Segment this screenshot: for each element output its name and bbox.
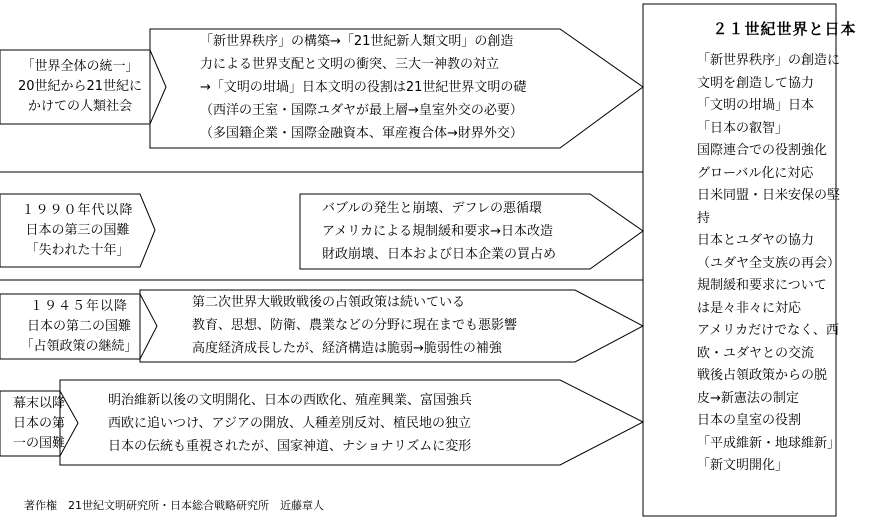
row3-label bbox=[0, 291, 158, 363]
row4-detail-line3: 日本の伝統も重視されたが、国家神道、ナショナリズムに変形 bbox=[108, 439, 472, 454]
summary-line-13: アメリカだけでなく、西 bbox=[697, 323, 839, 338]
row1-label-line3: かけての人類社会 bbox=[27, 99, 132, 114]
row2-detail-line3: 財政崩壊、日本および日本企業の買占め bbox=[322, 247, 557, 262]
row3-label-line2: 日本の第二の国難 bbox=[26, 319, 131, 334]
summary-line-1: 「新世界秩序」の創造に bbox=[697, 53, 841, 68]
row3-detail-line2: 教育、思想、防衛、農業などの分野に現在までも悪影響 bbox=[192, 318, 518, 333]
row4-detail-line1: 明治維新以後の文明開化、日本の西欧化、殖産興業、富国強兵 bbox=[108, 393, 473, 408]
summary-line-7: 日米同盟・日米安保の堅 bbox=[697, 188, 841, 203]
summary-line-15: 戦後占領政策からの脱 bbox=[697, 368, 828, 383]
summary-title: ２１世紀世界と日本 bbox=[712, 20, 857, 38]
row1-detail-line3: →「文明の坩堝」日本文明の役割は21世紀世界文明の礎 bbox=[200, 80, 527, 95]
row3-detail-line3: 高度経済成長したが、経済構造は脆弱→脆弱性の補強 bbox=[192, 341, 502, 356]
summary-line-6: グローバル化に対応 bbox=[697, 165, 814, 181]
summary-line-17: 日本の皇室の役割 bbox=[697, 413, 802, 428]
summary-line-10: （ユダヤ全支族の再会） bbox=[697, 255, 841, 271]
summary-line-3: 「文明の坩堝」日本 bbox=[697, 98, 815, 113]
row2-label bbox=[0, 195, 155, 267]
row1-label-line2: 20世紀から21世紀に bbox=[17, 79, 143, 94]
row1-label-line1: 「世界全体の統一」 bbox=[21, 59, 139, 74]
summary-line-19: 「新文明開化」 bbox=[697, 458, 789, 473]
row1-detail-line4: （西洋の王室・国際ユダヤが最上層→皇室外交の必要） bbox=[200, 103, 523, 118]
summary-line-2: 文明を創造して協力 bbox=[697, 75, 815, 91]
row2-detail-line2: アメリカによる規制緩和要求→日本改造 bbox=[322, 224, 553, 239]
summary-line-11: 規制緩和要求について bbox=[697, 278, 827, 293]
row3-detail-line1: 第二次世界大戦敗戦後の占領政策は続いている bbox=[192, 295, 466, 310]
row2-label-line1: １９９０年代以降 bbox=[21, 203, 134, 218]
row1-detail-line5: （多国籍企業・国際金融資本、軍産複合体→財界外交） bbox=[200, 126, 523, 141]
summary-line-18: 「平成維新・地球維新」 bbox=[697, 435, 841, 451]
summary-line-9: 日本とユダヤの協力 bbox=[697, 233, 815, 248]
row4-label-line2: 日本の第 bbox=[12, 416, 65, 431]
summary-line-12: は是々非々に対応 bbox=[697, 300, 802, 316]
copyright-credit: 著作権 21世紀文明研究所・日本総合戦略研究所 近藤章人 bbox=[24, 499, 324, 512]
summary-line-14: 欧・ユダヤとの交流 bbox=[697, 345, 815, 361]
summary-panel bbox=[697, 18, 872, 478]
row1-detail-line1: 「新世界秩序」の構築→「21世紀新人類文明」の創造 bbox=[200, 34, 514, 49]
row4-label-line3: 一の国難 bbox=[12, 436, 65, 451]
row4-label bbox=[0, 389, 78, 459]
row2-detail-line1: バブルの発生と崩壊、デフレの悪循環 bbox=[322, 201, 542, 216]
row2-label-line3: 「失われた十年」 bbox=[25, 243, 130, 258]
summary-line-5: 国際連合での役割強化 bbox=[697, 143, 828, 158]
row3-label-line1: １９４５年以降 bbox=[29, 299, 128, 314]
row4-detail-line2: 西欧に追いつけ、アジアの開放、人種差別反対、植民地の独立 bbox=[108, 416, 471, 431]
row4-label-line1: 幕末以降 bbox=[12, 396, 65, 411]
row1-detail-line2: 力による世界支配と文明の衝突、三大一神教の対立 bbox=[200, 57, 500, 72]
summary-line-16: 皮→新憲法の制定 bbox=[697, 390, 799, 406]
summary-line-8: 持 bbox=[697, 210, 711, 226]
row2-label-line2: 日本の第三の国難 bbox=[25, 223, 130, 238]
row3-label-line3: 「占領政策の継続」 bbox=[20, 339, 138, 354]
summary-line-4: 「日本の叡智」 bbox=[697, 120, 789, 136]
row1-label bbox=[0, 50, 160, 124]
